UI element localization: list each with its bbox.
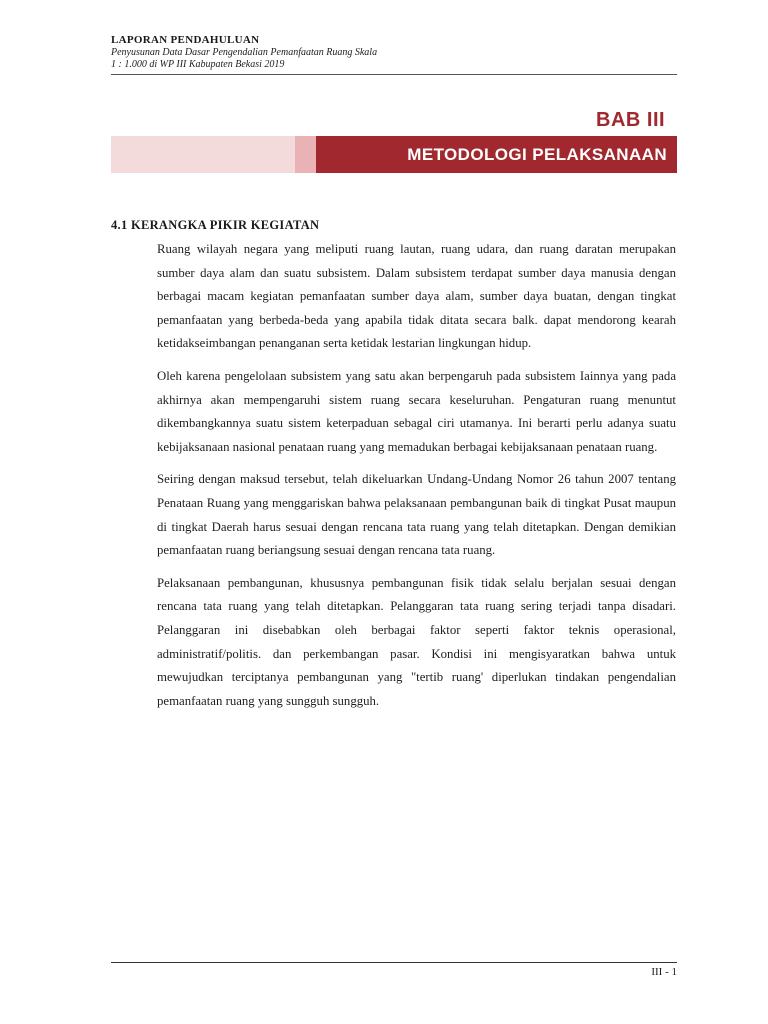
header-divider bbox=[111, 74, 677, 75]
report-subtitle-line2: 1 : 1.000 di WP III Kabupaten Bekasi 2019 bbox=[111, 59, 285, 70]
page-number: III - 1 bbox=[651, 966, 677, 978]
chapter-bar-dark-block bbox=[316, 136, 677, 173]
chapter-bar-mid-block bbox=[295, 136, 316, 173]
section-body bbox=[157, 238, 676, 722]
report-subtitle-line1: Penyusunan Data Dasar Pengendalian Pemanfaatan Ruang Skala bbox=[111, 47, 378, 58]
footer-divider bbox=[111, 962, 677, 963]
paragraph: Ruang wilayah negara yang meliputi ruang lautan, ruang udara, dan ruang daratan merupakan sumber daya alam dan suatu subsistem. Dalam subsistem terdapat sumber daya manusia dengan berbagai macam kegiatan pemanfaatan sumber daya alam, sumber daya buatan, dengan tingkat pemanfaatan yang berbeda-beda yang apabila tidak ditata secara balk. dapat mendorong kearah ketidakseimbangan penanganan serta ketidak lestarian lingkungan hidup. bbox=[157, 242, 676, 351]
report-title: LAPORAN PENDAHULUAN bbox=[111, 34, 260, 46]
paragraph: Oleh karena pengelolaan subsistem yang satu akan berpengaruh pada subsistem Iainnya yang pada akhirnya akan mempengaruhi sistem ruang secara keseluruhan. Pengaturan ruang menuntut dikembangkannya suatu sistem keterpaduan sebagal ciri utamanya. Ini berarti perlu adanya suatu kebijaksanaan nasional penataan ruang yang memadukan berbagai kebijaksanaan penataan ruang. bbox=[157, 368, 676, 454]
document-header bbox=[111, 34, 681, 71]
chapter-title-bar bbox=[111, 136, 677, 173]
paragraph: Seiring dengan maksud tersebut, telah dikeluarkan Undang-Undang Nomor 26 tahun 2007 tentang Penataan Ruang yang menggariskan bahwa pelaksanaan pembangunan baik di tingkat Pusat maupun di tingkat Daerah harus sesuai dengan rencana tata ruang yang telah ditetapkan. Dengan demikian pemanfaatan ruang beriangsung sesuai dengan rencana tata ruang. bbox=[157, 472, 676, 558]
chapter-bar-light-block bbox=[111, 136, 295, 173]
paragraph: Pelaksanaan pembangunan, khususnya pembangunan fisik tidak selalu berjalan sesuai dengan rencana tata ruang yang telah ditetapkan. Pelanggaran tata ruang sering terjadi tanpa disadari. Pelanggaran ini disebabkan oleh berbagai faktor seperti faktor teknis operasional, administratif/politis. dan perkembangan pasar. Kondisi ini mengisyaratkan bahwa untuk mewujudkan terciptanya pembangunan yang "tertib ruang' diperlukan tindakan pengendalian pemanfaatan ruang yang sungguh sungguh. bbox=[157, 575, 676, 708]
chapter-number: BAB III bbox=[596, 109, 666, 131]
section-heading: 4.1 KERANGKA PIKIR KEGIATAN bbox=[111, 218, 320, 232]
chapter-title: METODOLOGI PELAKSANAAN bbox=[407, 144, 667, 164]
